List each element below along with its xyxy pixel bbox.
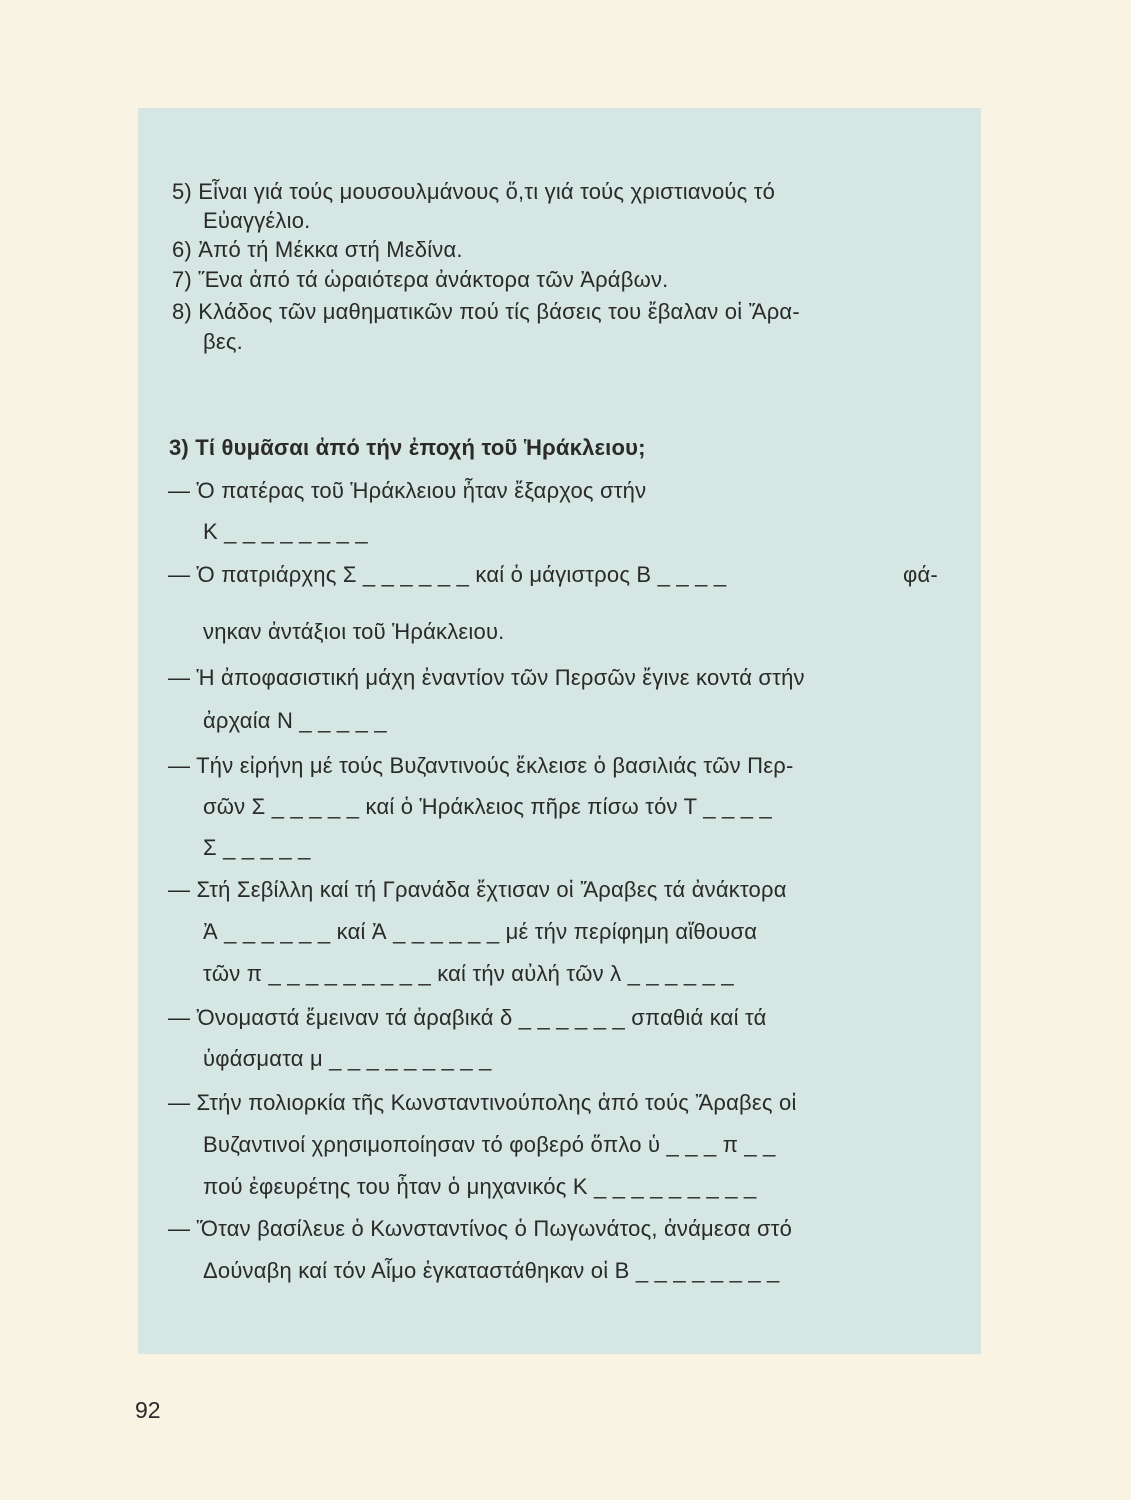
fill-line-2: Κ _ _ _ _ _ _ _ _	[203, 519, 368, 544]
item-5-line-2: Εὐαγγέλιο.	[203, 208, 311, 233]
fill-line-8: σῶν Σ _ _ _ _ _ καί ὁ Ἡράκλειος πῆρε πίσω τόν Τ _ _ _ _	[203, 794, 772, 819]
item-7: 7) Ἕνα ἀπό τά ὡραιότερα ἀνάκτορα τῶν Ἀράβων.	[172, 267, 669, 292]
fill-line-9: Σ _ _ _ _ _	[203, 835, 311, 860]
section-3-heading: 3) Τί θυμᾶσαι ἀπό τήν ἐποχή τοῦ Ἡράκλειου;	[169, 435, 646, 460]
item-8-line-2: βες.	[203, 329, 243, 354]
fill-line-11: Ἀ _ _ _ _ _ _ καί Ἀ _ _ _ _ _ _ μέ τήν περίφημη αἴθουσα	[203, 919, 758, 944]
fill-line-10: — Στή Σεβίλλη καί τή Γρανάδα ἔχτισαν οἱ Ἄραβες τά ἀνάκτορα	[168, 877, 787, 902]
fill-line-13: — Ὀνομαστά ἔμειναν τά ἀραβικά δ _ _ _ _ _ _ σπαθιά καί τά	[168, 1005, 767, 1030]
item-6: 6) Ἀπό τή Μέκκα στή Μεδίνα.	[172, 237, 463, 262]
fill-line-5: — Ἡ ἀποφασιστική μάχη ἐναντίον τῶν Περσῶν ἔγινε κοντά στήν	[168, 665, 805, 690]
item-5-line-1: 5) Εἶναι γιά τούς μουσουλμάνους ὅ,τι γιά τούς χριστιανούς τό	[172, 179, 776, 204]
fill-line-1: — Ὁ πατέρας τοῦ Ἡράκλειου ἦταν ἔξαρχος στήν	[168, 478, 647, 503]
fill-line-12: τῶν π _ _ _ _ _ _ _ _ _ καί τήν αὐλή τῶν λ _ _ _ _ _ _	[203, 961, 734, 986]
item-8-line-1: 8) Κλάδος τῶν μαθηματικῶν πού τίς βάσεις του ἔβαλαν οἱ Ἄρα-	[172, 299, 800, 324]
fill-line-18: — Ὅταν βασίλευε ὁ Κωνσταντίνος ὁ Πωγωνάτος, ἀνάμεσα στό	[168, 1216, 793, 1241]
fill-line-14: ὑφάσματα μ _ _ _ _ _ _ _ _ _	[203, 1046, 492, 1071]
fill-line-16: Βυζαντινοί χρησιμοποίησαν τό φοβερό ὅπλο ὑ _ _ _ π _ _	[203, 1132, 776, 1157]
page-number: 92	[135, 1397, 161, 1423]
fill-line-4: νηκαν ἀντάξιοι τοῦ Ἡράκλειου.	[203, 619, 505, 644]
fill-line-7: — Τήν εἰρήνη μέ τούς Βυζαντινούς ἔκλεισε ὁ βασιλιάς τῶν Περ-	[168, 753, 794, 778]
fill-line-15: — Στήν πολιορκία τῆς Κωνσταντινούπολης ἀπό τούς Ἄραβες οἱ	[168, 1090, 797, 1115]
fill-line-19: Δούναβη καί τόν Αἶμο ἐγκαταστάθηκαν οἱ Β _ _ _ _ _ _ _ _	[203, 1258, 780, 1283]
fill-line-3: — Ὁ πατριάρχης Σ _ _ _ _ _ _ καί ὁ μάγιστρος Β _ _ _ _	[168, 562, 727, 587]
fill-line-3-end: φά-	[903, 562, 938, 587]
fill-line-17: πού ἐφευρέτης του ἦταν ὁ μηχανικός Κ _ _ _ _ _ _ _ _ _	[203, 1174, 757, 1199]
fill-line-6: ἀρχαία Ν _ _ _ _ _	[203, 708, 387, 733]
